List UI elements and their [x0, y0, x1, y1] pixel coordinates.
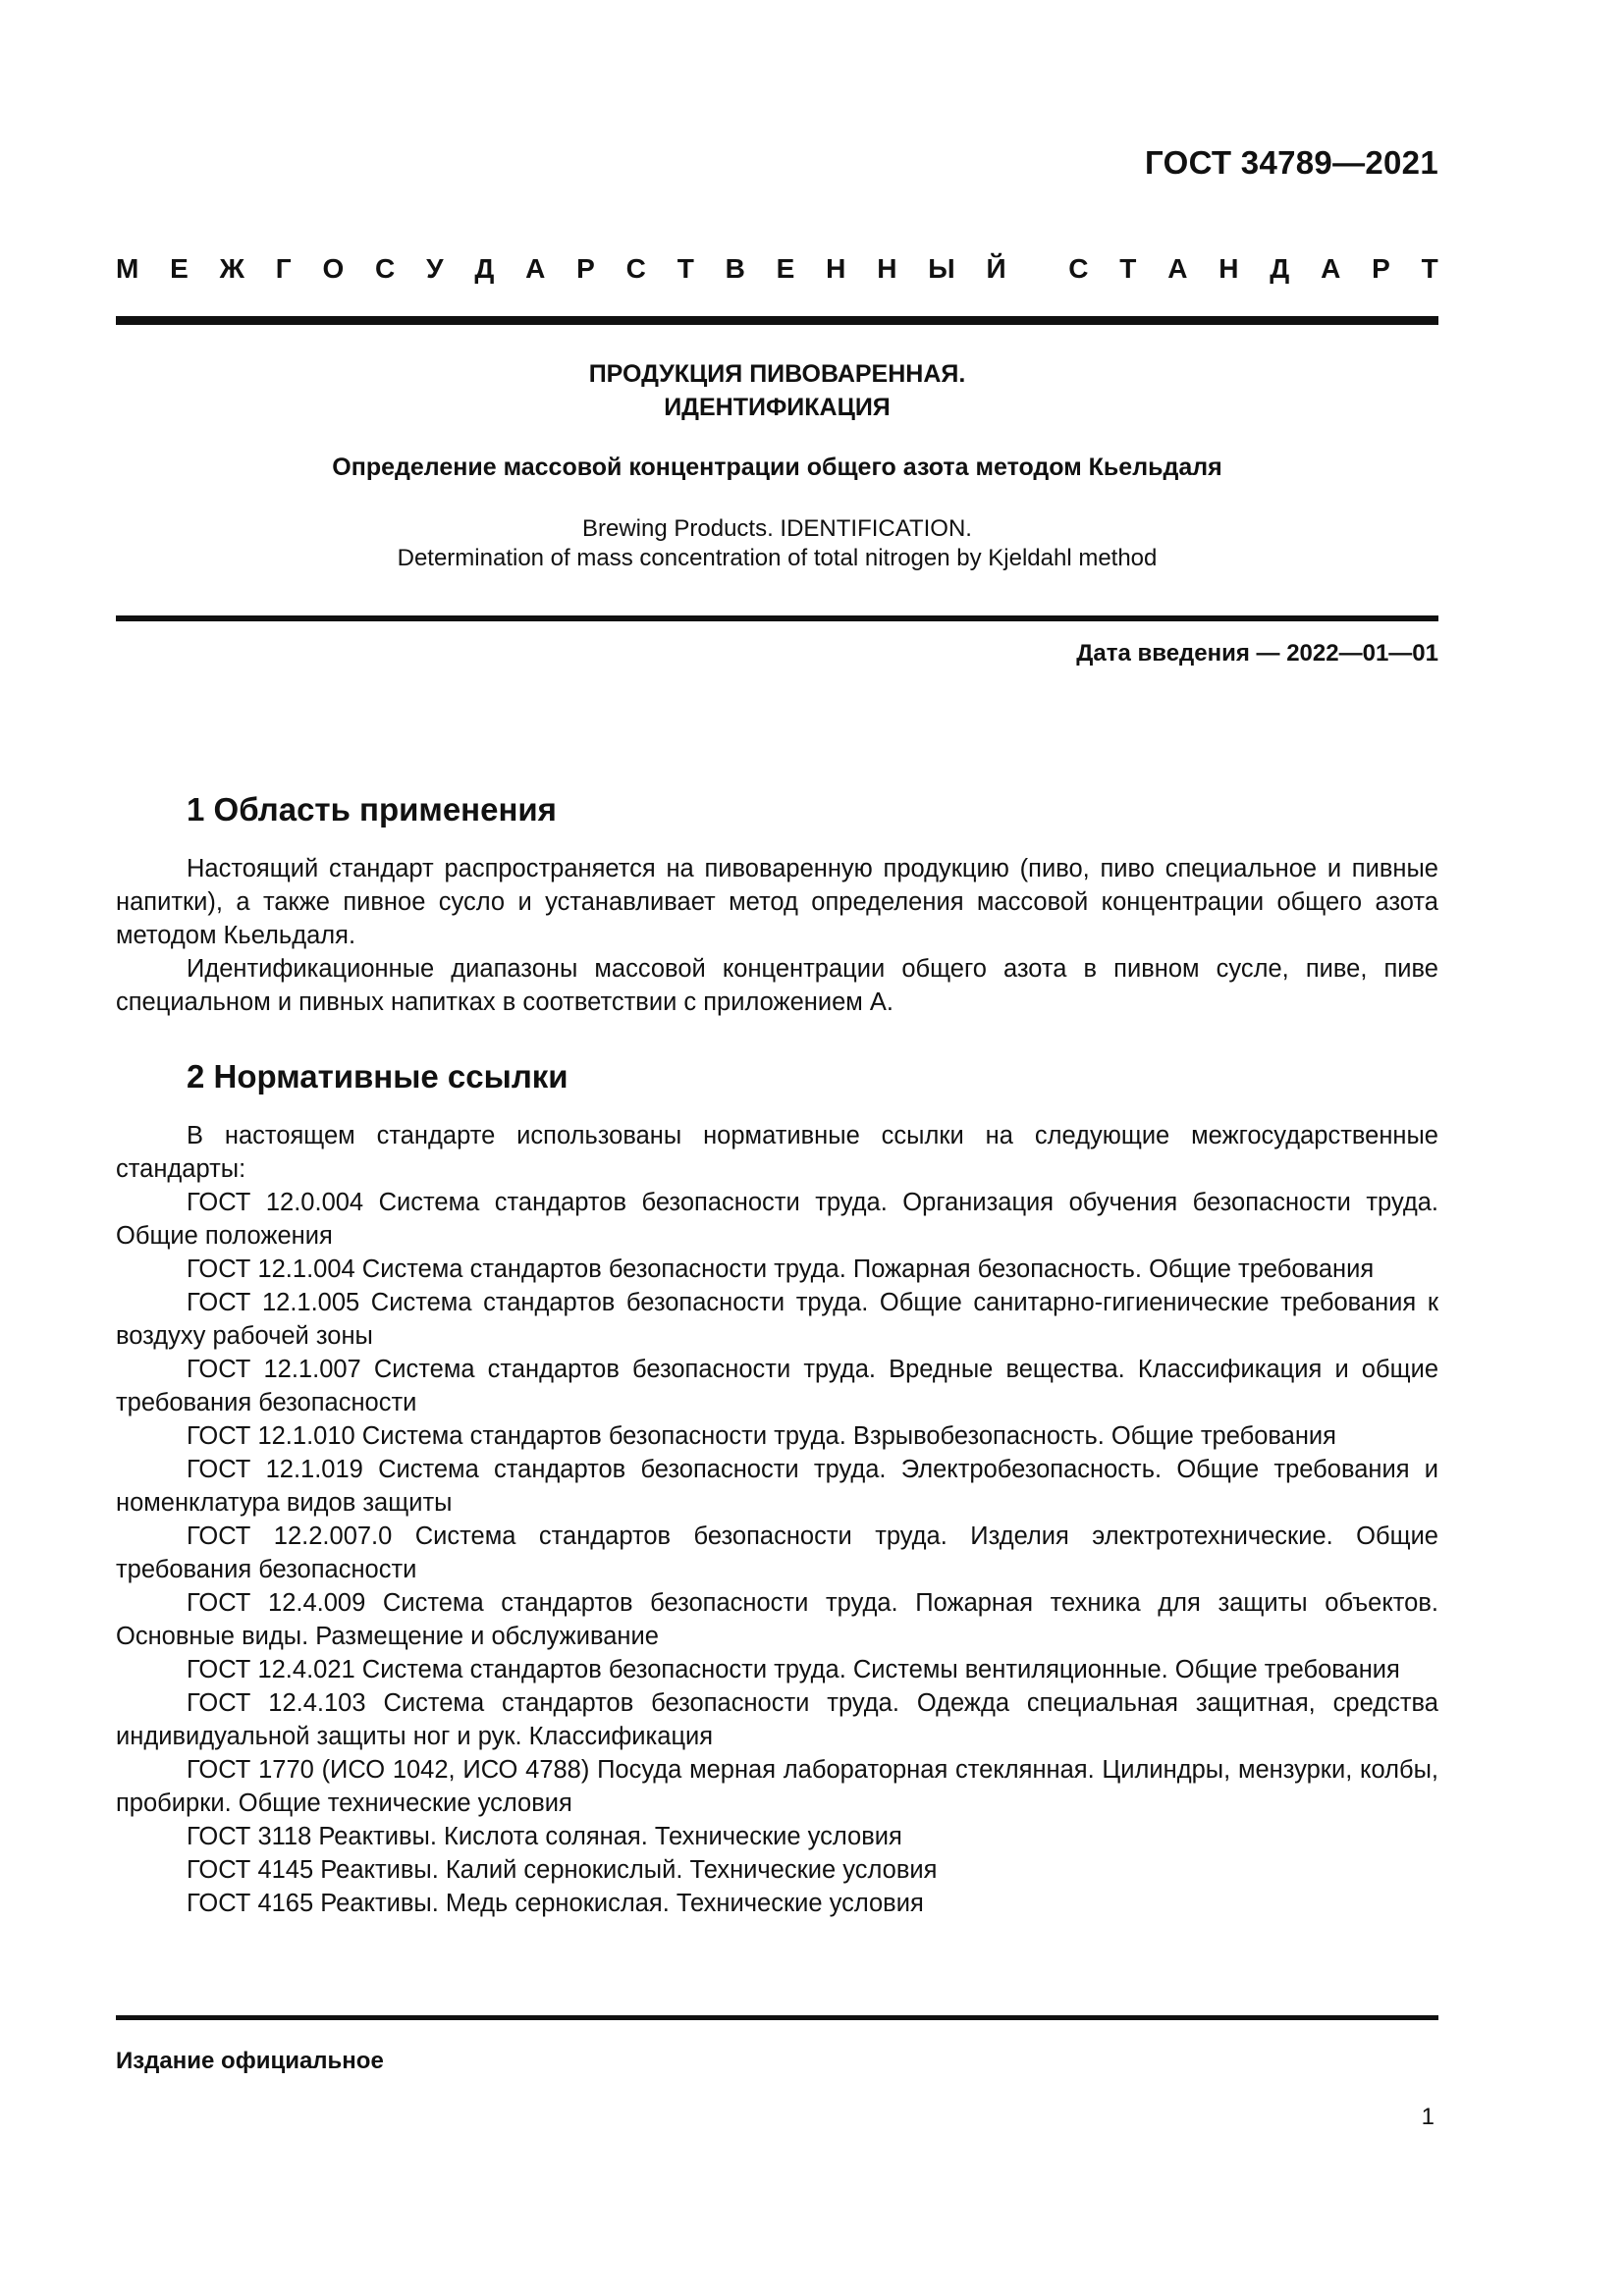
standard-kind-letter: Д: [474, 253, 495, 284]
introduction-date: Дата введения — 2022—01—01: [1076, 640, 1438, 667]
title-line: ПРОДУКЦИЯ ПИВОВАРЕННАЯ.: [588, 360, 966, 388]
standard-kind-letter: Р: [1372, 253, 1390, 284]
standard-kind-letter: Н: [1218, 253, 1239, 284]
reference-item: ГОСТ 12.1.005 Система стандартов безопасности труда. Общие санитарно-гигиенические требования к воздуху рабочей зоны: [116, 1289, 1438, 1350]
reference-item: ГОСТ 12.4.009 Система стандартов безопасности труда. Пожарная техника для защиты объектов. Основные виды. Размещение и обслуживание: [116, 1589, 1438, 1650]
standard-kind-letter: У: [426, 253, 444, 284]
reference-item: ГОСТ 12.0.004 Система стандартов безопасности труда. Организация обучения безопасности труда. Общие положения: [116, 1189, 1438, 1250]
standard-kind-letter: Т: [1421, 253, 1438, 284]
standard-kind-letter: В: [725, 253, 745, 284]
reference-item: ГОСТ 4145 Реактивы. Калий сернокислый. Технические условия: [187, 1856, 938, 1884]
standard-kind-letter: О: [322, 253, 345, 284]
paragraph: Идентификационные диапазоны массовой концентрации общего азота в пивном сусле, пиве, пиве специальном и пивных напитках в соответствии с приложением А.: [116, 955, 1438, 1016]
footer-rule: [116, 2015, 1438, 2020]
standard-kind-letter: Р: [576, 253, 595, 284]
standard-kind-letter: Н: [826, 253, 846, 284]
gost-number: ГОСТ 34789—2021: [1145, 144, 1438, 181]
standard-kind-letter: А: [525, 253, 546, 284]
title-line: ИДЕНТИФИКАЦИЯ: [664, 394, 891, 421]
standard-kind-letter: Т: [677, 253, 694, 284]
document-title: [116, 357, 1438, 424]
reference-item: ГОСТ 12.4.021 Система стандартов безопасности труда. Системы вентиляционные. Общие требования: [187, 1656, 1400, 1683]
standard-kind-letter: Н: [877, 253, 897, 284]
standard-kind-letter: Е: [776, 253, 795, 284]
page-number: 1: [1421, 2104, 1435, 2130]
standard-kind-letter: Ы: [928, 253, 955, 284]
standard-kind-letter: Г: [275, 253, 292, 284]
standard-kind-letter: Й: [986, 253, 1006, 284]
header-rule: [116, 316, 1438, 325]
standard-kind-letter: С: [625, 253, 646, 284]
standard-kind-letter: А: [1167, 253, 1188, 284]
document-subtitle: Определение массовой концентрации общего азота методом Кьельдаля: [332, 454, 1222, 481]
official-edition-label: Издание официальное: [116, 2048, 384, 2074]
reference-item: ГОСТ 12.1.007 Система стандартов безопасности труда. Вредные вещества. Классификация и общие требования безопасности: [116, 1356, 1438, 1416]
standard-kind-letter: С: [375, 253, 396, 284]
standard-kind-letter: С: [1068, 253, 1089, 284]
reference-item: ГОСТ 12.1.004 Система стандартов безопасности труда. Пожарная безопасность. Общие требования: [187, 1255, 1375, 1283]
standard-kind-letter: Е: [170, 253, 189, 284]
standard-kind-spaced: [116, 253, 1438, 285]
standard-kind-letter: М: [116, 253, 139, 284]
section-heading: 1 Область применения: [187, 791, 557, 828]
standard-kind-letter: Ж: [219, 253, 244, 284]
standard-kind-letter: А: [1321, 253, 1341, 284]
section-heading: 2 Нормативные ссылки: [187, 1058, 568, 1095]
standard-kind-letter: Т: [1119, 253, 1137, 284]
reference-item: ГОСТ 4165 Реактивы. Медь сернокислая. Технические условия: [187, 1890, 924, 1917]
reference-item: ГОСТ 3118 Реактивы. Кислота соляная. Технические условия: [187, 1823, 902, 1850]
reference-item: ГОСТ 12.4.103 Система стандартов безопасности труда. Одежда специальная защитная, средства индивидуальной защиты ног и рук. Классификация: [116, 1689, 1438, 1750]
section2-body: [116, 1119, 1438, 1920]
section1-body: [116, 852, 1438, 1019]
title-rule: [116, 615, 1438, 621]
english-title-line: Determination of mass concentration of total nitrogen by Kjeldahl method: [397, 545, 1158, 571]
reference-item: ГОСТ 1770 (ИСО 1042, ИСО 4788) Посуда мерная лабораторная стеклянная. Цилиндры, мензурки, колбы, пробирки. Общие технические условия: [116, 1756, 1438, 1817]
standard-kind-letter: Д: [1270, 253, 1290, 284]
paragraph: Настоящий стандарт распространяется на пивоваренную продукцию (пиво, пиво специальное и пивные напитки), а также пивное сусло и устанавливает метод определения массовой концентрации общего азота методом Кьельдаля.: [116, 855, 1438, 949]
reference-item: ГОСТ 12.1.019 Система стандартов безопасности труда. Электробезопасность. Общие требования и номенклатура видов защиты: [116, 1456, 1438, 1517]
english-title-line: Brewing Products. IDENTIFICATION.: [582, 515, 972, 542]
reference-item: ГОСТ 12.1.010 Система стандартов безопасности труда. Взрывобезопасность. Общие требования: [187, 1422, 1336, 1450]
english-title: [116, 514, 1438, 573]
paragraph: В настоящем стандарте использованы нормативные ссылки на следующие межгосударственные стандарты:: [116, 1122, 1438, 1183]
reference-item: ГОСТ 12.2.007.0 Система стандартов безопасности труда. Изделия электротехнические. Общие требования безопасности: [116, 1522, 1438, 1583]
